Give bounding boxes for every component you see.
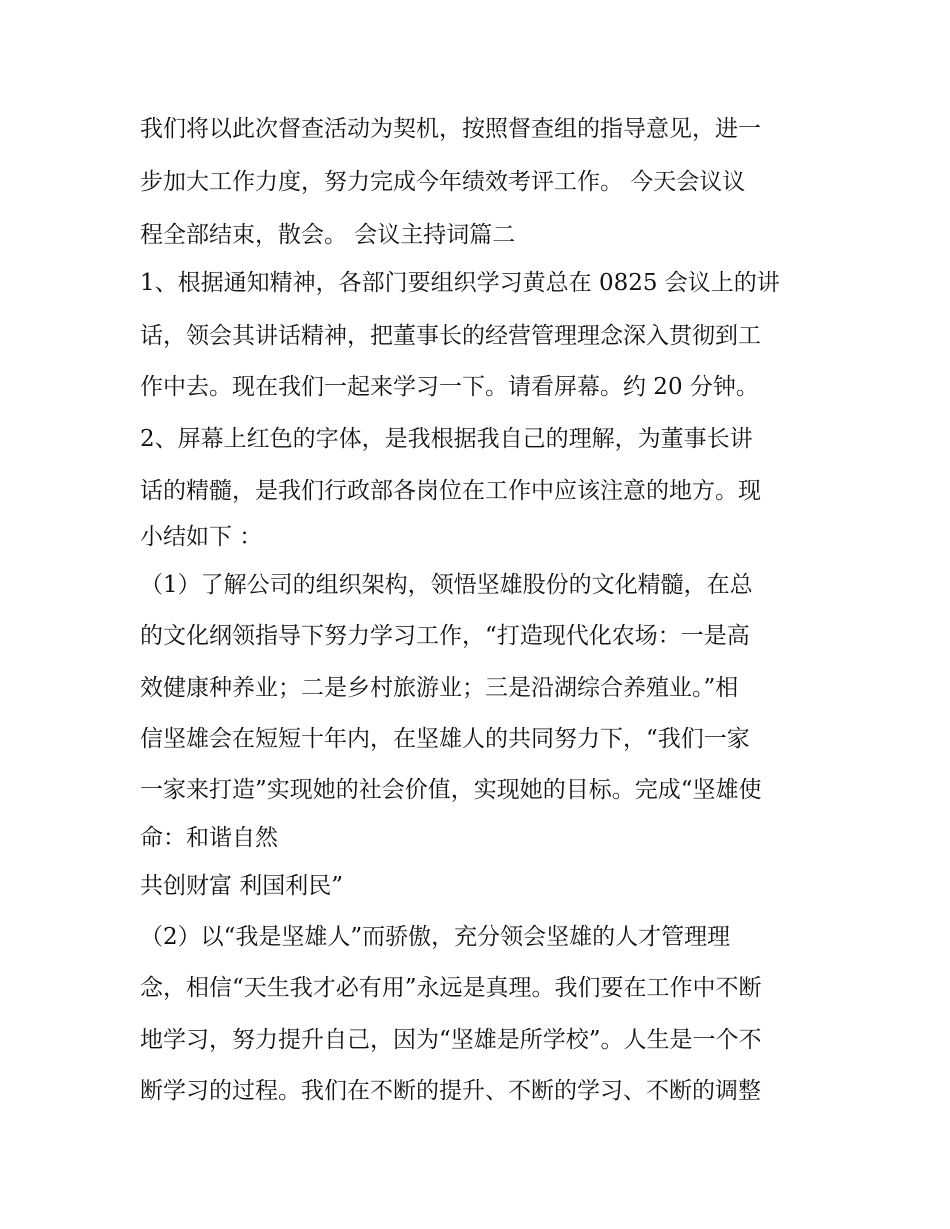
text-line-7: 2、屏幕上红色的字体，是我根据我自己的理解，为董事长讲 bbox=[140, 426, 753, 452]
text-line-9: 小结如下 ： bbox=[140, 524, 263, 550]
text-line-6: 作中去。现在我们一起来学习一下。请看屏幕。约 20 分钟。 bbox=[140, 374, 759, 400]
text-line-10: （1）了解公司的组织架构，领悟坚雄股份的文化精髓，在总 bbox=[140, 572, 753, 598]
text-line-19: 地学习，努力提升自己，因为“坚雄是所学校”。人生是一个不 bbox=[140, 1027, 762, 1053]
text-line-3: 程全部结束，散会。 会议主持词篇二 bbox=[140, 222, 516, 248]
text-line-14: 一家来打造”实现她的社会价值，实现她的目标。完成“坚雄使 bbox=[140, 777, 762, 803]
text-line-17: （2）以“我是坚雄人”而骄傲，充分领会坚雄的人才管理理 bbox=[140, 924, 731, 950]
text-line-20: 断学习的过程。我们在不断的提升、不断的学习、不断的调整 bbox=[140, 1078, 761, 1104]
text-line-1: 我们将以此次督查活动为契机，按照督查组的指导意见，进一 bbox=[140, 116, 761, 142]
text-line-13: 信坚雄会在短短十年内，在坚雄人的共同努力下，“我们一家 bbox=[140, 726, 750, 752]
text-line-15: 命：和谐自然 bbox=[140, 825, 278, 851]
text-line-4: 1、根据通知精神，各部门要组织学习黄总在 0825 会议上的讲 bbox=[140, 270, 780, 296]
text-line-18: 念，相信“天生我才必有用”永远是真理。我们要在工作中不断 bbox=[140, 975, 762, 1001]
text-line-16: 共创财富 利国利民” bbox=[140, 873, 344, 899]
text-line-2: 步加大工作力度，努力完成今年绩效考评工作。 今天会议议 bbox=[140, 169, 746, 195]
text-line-12: 效健康种养业；二是乡村旅游业；三是沿湖综合养殖业。”相 bbox=[140, 675, 739, 701]
text-line-8: 话的精髓，是我们行政部各岗位在工作中应该注意的地方。现 bbox=[140, 478, 761, 504]
text-line-5: 话，领会其讲话精神，把董事长的经营管理理念深入贯彻到工 bbox=[140, 323, 761, 349]
text-line-11: 的文化纲领指导下努力学习工作，“打造现代化农场：一是高 bbox=[140, 623, 750, 649]
